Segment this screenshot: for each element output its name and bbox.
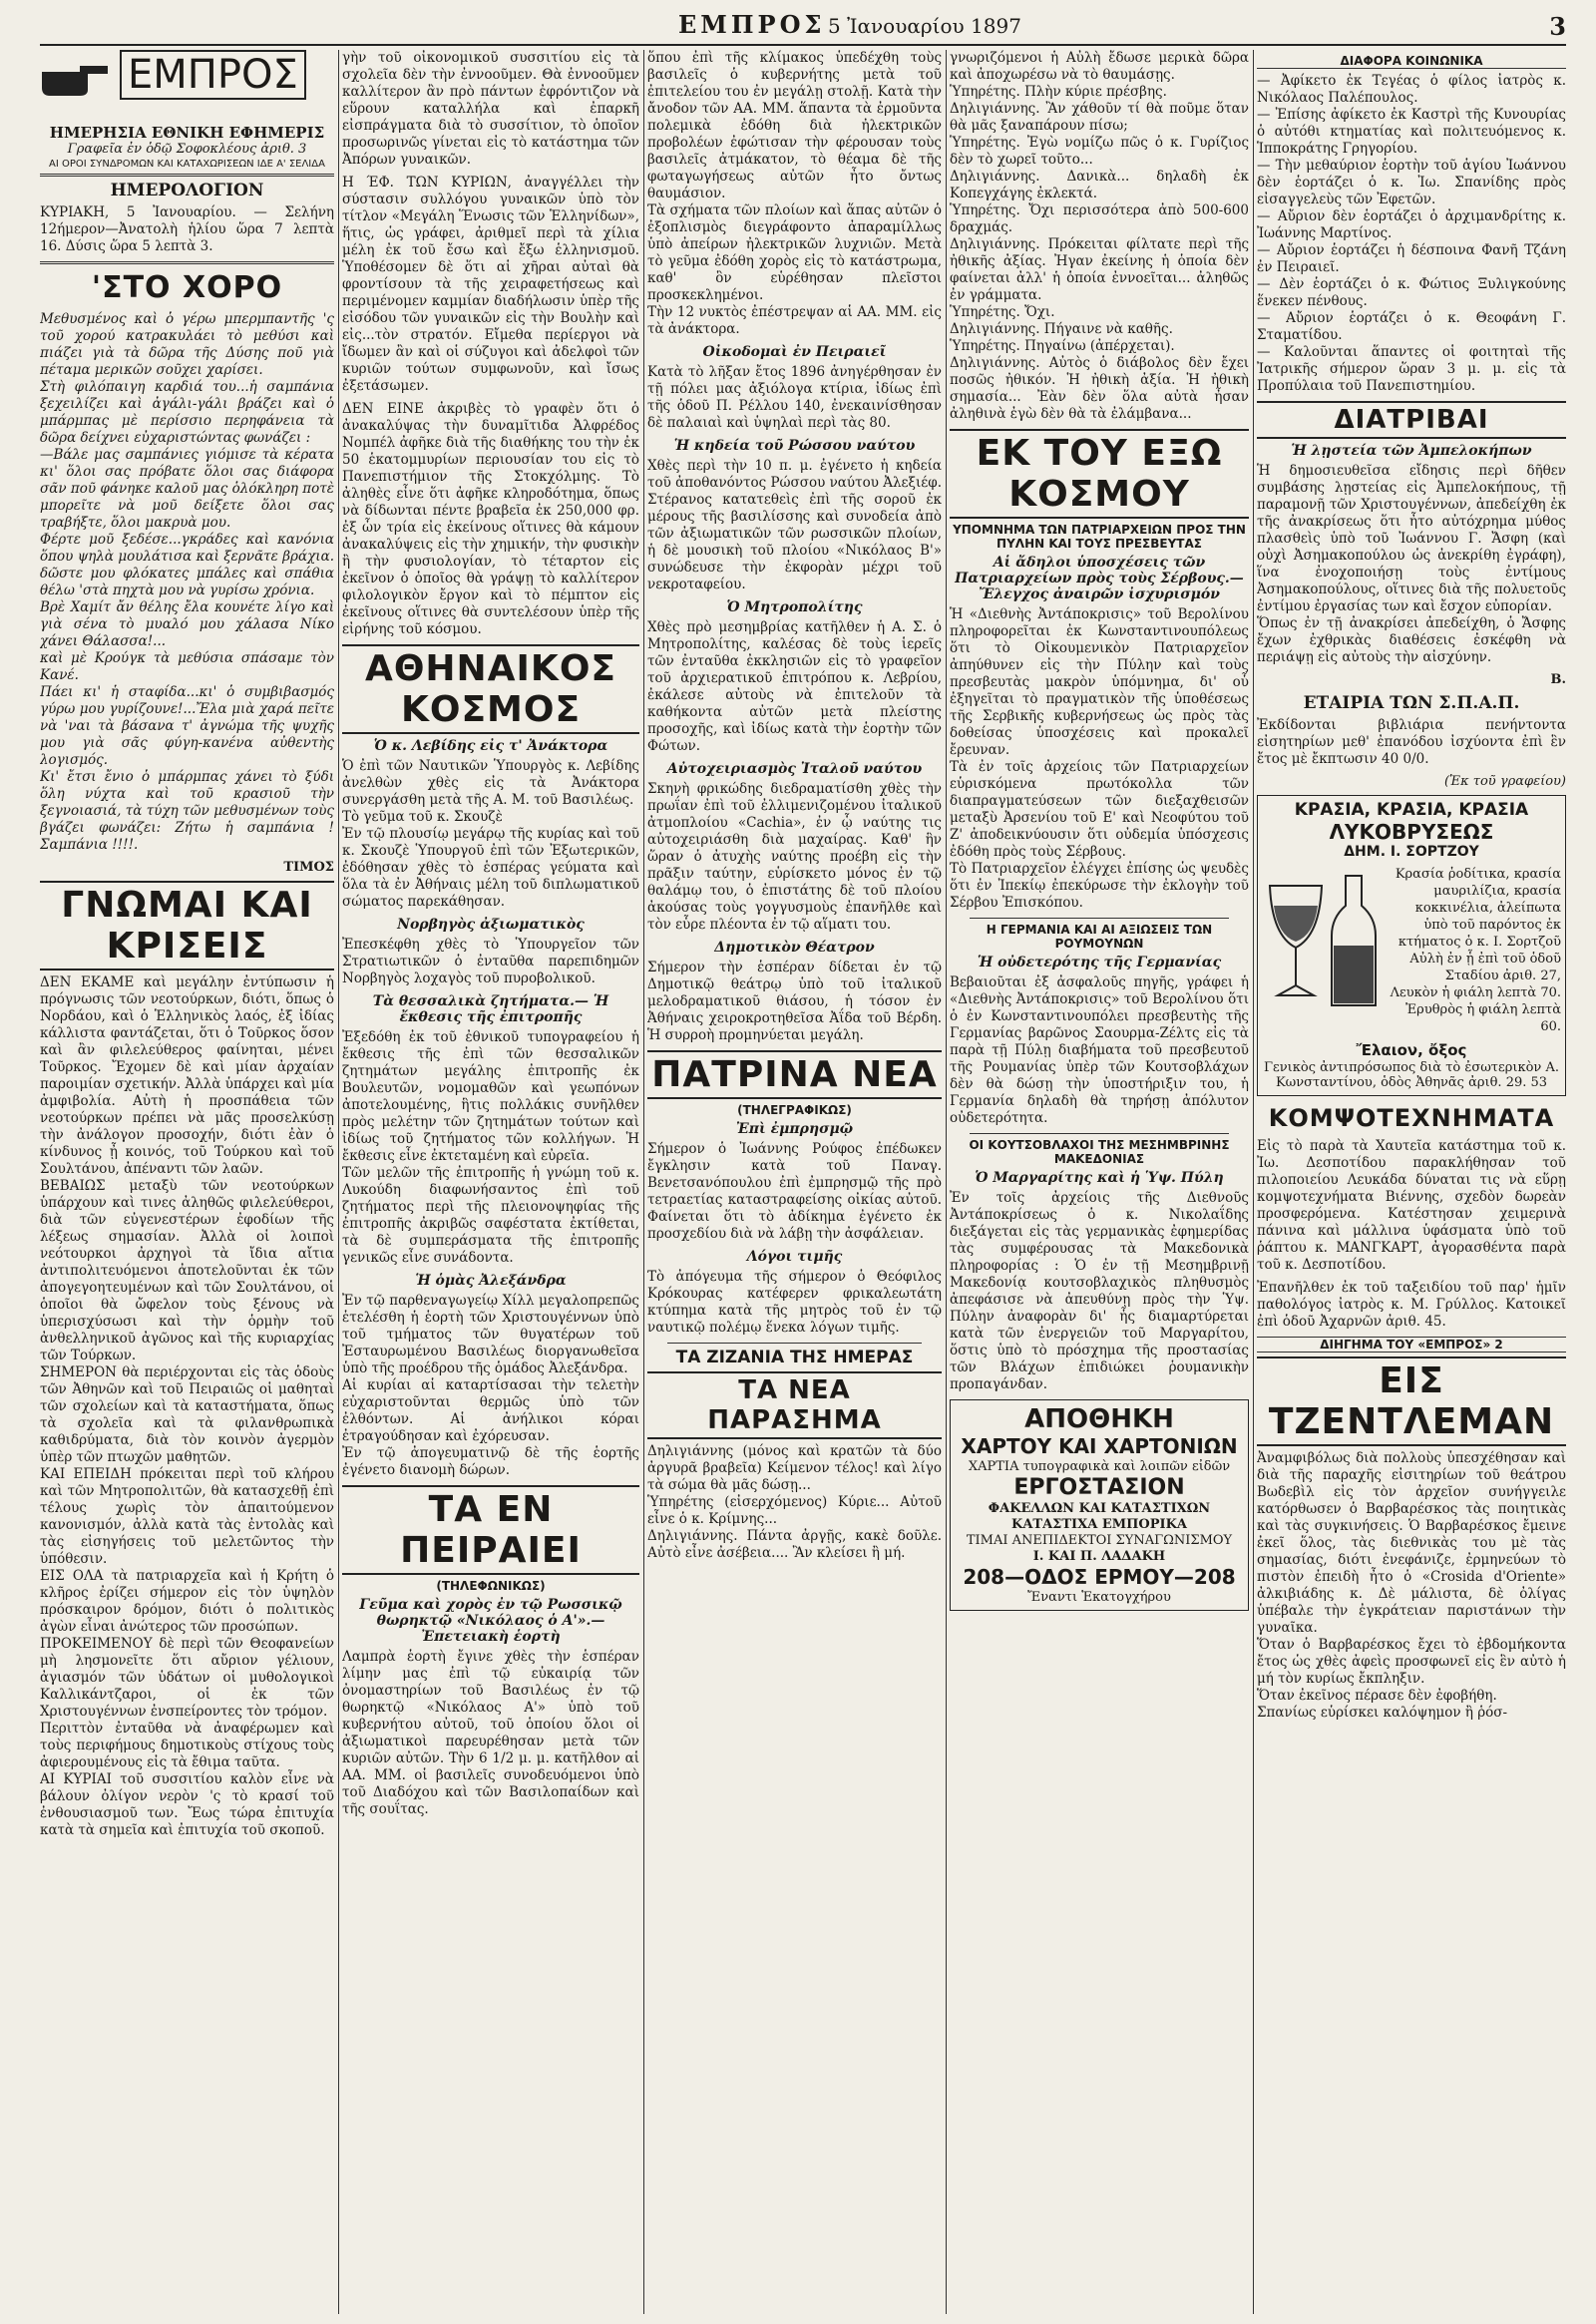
section-heading-abroad: ΕΚ ΤΟΥ ΕΞΩ ΚΟΣΜΟΥ	[950, 429, 1249, 519]
poem-text: Μεθυσμένος καὶ ὁ γέρω μπερμπαντῆς 'ς τοῦ χορού κατρακυλάει τὸ μεθύσι καὶ πιάζει γιὰ τὰ δῶρα τῆς Δύσης ποῦ γιὰ πέταμα μερικῶν σοῦχει χαρίσει. Στὴ φιλόπαιγη καρδιά του...ἡ σαμπάνια ξεχειλίζει καὶ ἀγάλι-γάλι βράζει καὶ ὁ μπάρμπας μὲ περίσσιο περηφάνεια τὰ δῶρα δείχνει εὐχαριστώντας φωνάζει : —Βάλε μας σαμπάνιες γιόμισε τὰ κέρατα κι' ὅλοι σας πρόβατε ὅλοι σας διάφορα σᾶν ποῦ φάνηκε καλοῦ μας ὁλόκληρη ποτὲ μπορεῖτε νὰ μοῦ δείξετε ὅλοι σας τραβήξτε, ὅλοι μακρυὰ μου. Φέρτε μοῦ ξεδέσε...γκράδες καὶ κανόνια ὅπου ψηλὰ μουλάτισα καὶ ξερνᾶτε βράχια. δῶστε μου φλόκατες μπάλες καὶ σπάθια θέλω 'στὰ πηχτὰ μου νὰ γυρίσω χρόνια. Βρὲ Χαμίτ ἄν θέλης ἔλα κουνέτε λίγο καὶ γιὰ σένα τὸ μυαλό μου χάλασα Νίκο χάνει Θάλασσα!... καὶ μὲ Κρούγκ τὰ μεθύσια σπάσαμε τὸν Κανέ. Πάει κι' ἡ σταφίδα...κι' ὁ συμβιβασμός γύρω μου γυρίζουνε!...Ἔλα μιὰ χαρά πεῖτε νὰ 'ναι τὰ βάσανα τ' ἀγνώμα τῆς ψυχῆς μου γιὰ σᾶς φύγη-κανένα αὐθεντὴς λογισμός. Κι' ἔτσι ἔνιο ὁ μπάρμπας χάνει τὸ ξύδι ὅλη νύχτα καὶ τοῦ κρασιοῦ τὴν ξεγνοιασιά, τὰ τύχη τῶν μεθυσμένων τοὺς βγάζει φωνάζει: Ζήτω ἡ σαμπάνια ! Σαμπάνια !!!!.	[40, 311, 334, 853]
ad-heading-accessories: ΚΟΜΨΟΤΕΧΝΗΜΑΤΑ	[1268, 1104, 1555, 1132]
article-heading-medals: ΤΑ ΝΕΑ ΠΑΡΑΣΗΜΑ	[647, 1371, 942, 1439]
article-subheading: Τὰ θεσσαλικὰ ζητήματα.— Ἡ ἔκθεσις τῆς ἐπιτροπῆς	[372, 993, 609, 1025]
article-text: Τὸ ἀπόγευμα τῆς σήμερον ὁ Θεόφιλος Κρόκουρας κατέφερεν φρικαλεωτάτη κτύπημα κατὰ τῆς μητρὸς τοῦ ἐν τῷ ναυτικῷ πολέμῳ ἕνεκα λόγων τιμῆς.	[647, 1269, 942, 1336]
subscription-note: ΑΙ ΟΡΟΙ ΣΥΝΔΡΟΜΩΝ ΚΑΙ ΚΑΤΑΧΩΡΙΣΕΩΝ ΙΔΕ Α' ΣΕΛΙΔΑ	[49, 159, 325, 170]
article-subheading: Λόγοι τιμῆς	[746, 1249, 843, 1265]
ad-text: Εἰς τὸ παρὰ τὰ Χαυτεῖα κατάστημα τοῦ κ. Ἰω. Δεσποτίδου παρακλήθησαν τοῦ πιλοποιείου Λευκάδα δύναται τις νὰ εὕρῃ κομψοτεχνήματα Βιέννης, σχεδὸν δωρεὰν προσφερόμενα. Κατέστησαν χειμερινὰ πάνινα καὶ μάλλινα ὑφάσματα ὑπὸ τοῦ ῥάπτου κ. ΜΑΝΓΚΑΡΤ, ἀγορασθέντα παρὰ τοῦ κ. Δεσποτίδου.	[1257, 1138, 1566, 1273]
ad-text: ΦΑΚΕΛΛΩΝ ΚΑΙ ΚΑΤΑΣΤΙΧΩΝ	[988, 1501, 1211, 1516]
section-heading-social: ΔΙΑΦΟΡΑ ΚΟΙΝΩΝΙΚΑ	[1257, 54, 1566, 69]
company-heading: ΕΤΑΙΡΙΑ ΤΩΝ Σ.Π.Α.Π.	[1303, 693, 1520, 713]
article-signature: Β.	[1550, 672, 1566, 687]
advertisement-wine	[1257, 795, 1566, 1096]
article-text: Ἡ δημοσιευθεῖσα εἴδησις περὶ δῆθεν συμβάσης λῃστείας εἰς Ἀμπελοκήπους, τῇ παραμονῇ τῶν Χριστουγέννων, ἀπεδείχθη ἐκ τῆς ἀνακρίσεως ὅτι ἦτο αὐτόχρημα μύθος πλασθεὶς ὑπὸ τοῦ Ἰωάννου Γ. Ἄσφη (καὶ οὐχὶ Ἀσημακοπούλου ὡς ἀνεκρίθη ἐγράφη), ἵνα ἐνοχοποιήσῃ τοὺς ἐντίμους Ἀσημακοπούλους, οἵτινες διὰ τῆς πολυετοῦς ἐντίμου ἐργασίας των καὶ ἔσχον εὐπορίαν. Ὅπως ἐν τῇ ἀνακρίσει ἀπεδείχθη, ὁ Ἄσφης ἔχων ἐχθρικὰς διαθέσεις ἐσκέφθη νὰ περιάψῃ εἰς αὐτοὺς τὴν αἰσχύνην.	[1257, 463, 1566, 665]
article-subheading: Ἡ οὐδετερότης τῆς Γερμανίας	[977, 955, 1222, 970]
article-text: Η ΈΦ. ΤΩΝ ΚΥΡΙΩΝ, ἀναγγέλλει τὴν σύστασιν συλλόγου γυναικῶν ὑπὸ τὸν τίτλον «Μεγάλη Ἕνωσις τῶν Ἑλληνίδων», ἥτις, ὡς γράφει, ἀριθμεῖ περὶ τὰ χίλια μέλη ἐκ τοῦ ἔσω καὶ ἔξω ἑλληνισμοῦ. Ὑποθέσομεν δὲ ὅτι αἱ χῆραι αὐταὶ θὰ φροντίσουν τὰ τῆς χειραφετήσεως καὶ περιμένομεν καμμίαν διαδήλωσιν ὑπὲρ τῆς εἰσόδου τῶν γυναικῶν εἰς τὴν Βουλὴν καὶ εἰς...τὸν στρατόν. Εἴμεθα περίεργοι νὰ ἴδωμεν ἂν καὶ οἱ σύζυγοι καὶ ἀδελφοὶ τῶν κυριῶν τούτων συμφωνοῦν, καὶ ἴσως ἐξετάσωμεν.	[342, 175, 639, 394]
page-number: 3	[1549, 12, 1566, 41]
article-text: Χθὲς περὶ τὴν 10 π. μ. ἐγένετο ἡ κηδεία τοῦ ἀποθανόντος Ρώσσου ναύτου Ἀλεξιέφ. Στέρανος κατατεθεὶς ἐπὶ τῆς σοροῦ ἐκ μέρους τῆς βασιλίσσης καὶ συνοδεία ἀπὸ τῶν ἀξιωματικῶν τῶν ρωσσικῶν πλοίων, ἡ δὲ μουσικὴ τοῦ πλοίου «Νικόλαος Β'» συνώδευσε τὴν ἐκφορὰν μέχρι τοῦ νεκροταφείου.	[647, 458, 942, 592]
article-subheading: Δημοτικὸν Θέατρον	[714, 940, 875, 956]
ad-title: ΔΗΜ. Ι. ΣΟΡΤΖΟΥ	[1344, 844, 1479, 860]
article-text: γνωριζόμενοι ἡ Αὐλὴ ἔδωσε μερικὰ δῶρα καὶ ἀποχωρέσω νὰ τὸ θαυμάσῃς. Ὑπηρέτης. Πλὴν κύριε πρέσβης. Δηλιγιάννης. Ἂν χάθοῦν τί θὰ ποῦμε ὅταν θὰ μᾶς ξαναπάρουν πίσω; Ὑπηρέτης. Ἐγὼ νομίζω πῶς ὁ κ. Γυρίζιος δὲν τὸ χωρεῖ τοῦτο... Δηλιγιάννης. Δανικὰ... δηλαδὴ ἐκ Κοπεγχάγης ἐκλεκτά. Ὑπηρέτης. Ὄχι περισσότερα ἀπὸ 500-600 δραχμάς. Δηλιγιάννης. Πρόκειται φίλτατε περὶ τῆς ἠθικῆς ἀξίας. Ἠγαν ἐκείνης ἡ ὁποία δὲν φαίνεται ἀλλ' ἡ ὁποία ἐννοεῖται... ἀληθῶς ἐν γράμματα. Ὑπηρέτης. Ὄχι. Δηλιγιάννης. Πήγαινε νὰ καθῆς. Ὑπηρέτης. Πηγαίνω (ἀπέρχεται). Δηλιγιάννης. Αὐτὸς ὁ διάβολος δὲν ἔχει ποσῶς ἠθικόν. Ἡ ἠθικὴ ἀξία. Ἡ ἠθικὴ σημασία... Ἐὰν δὲν ὅλα αὐτὰ ἦσαν ἀληθινὰ ἐγὼ δὲν θὰ τὰ ἐλάμβανα...	[950, 50, 1249, 422]
column-divider	[946, 50, 947, 2314]
masthead-logo	[40, 50, 334, 120]
company-source: (Ἐκ τοῦ γραφείου)	[1443, 774, 1566, 789]
article-text: Σκηνὴ φρικώδης διεδραματίσθη χθὲς τὴν πρωΐαν ἐπὶ τοῦ ἐλλιμενιζομένου ἰταλικοῦ ἀτμοπλοίου «Cachia», ἐν ᾧ ναύτης τις αὐτοχειριάσθη διὰ μαχαίρας. Καθ' ἣν ὥραν ὁ ἀτυχὴς ναύτης προέβη εἰς τὴν πρᾶξιν ταύτην, εὑρίσκετο μόνος ἐν τῷ θαλάμῳ του, ὁ ἐπιστάτης δὲ τοῦ πλοίου ἀκούσας τοὺς γογγυσμοὺς ἐπανῆλθε καὶ τὸν εὗρε πλέοντα ἐν τῷ αἵματι του.	[647, 781, 942, 933]
column-1	[40, 50, 334, 2314]
article-text: Ἡ «Διεθνὴς Ἀντάποκρισις» τοῦ Βερολίνου πληροφορεῖται ἐκ Κωνσταντινουπόλεως ὅτι τὸ Οἰκουμενικὸν Πατριαρχεῖον ἀπηύθυνεν εἰς τὴν Πύλην καὶ τοὺς πρεσβευτὰς μακρὸν ὑπόμνημα, δι' οὗ ἐξηγεῖται τὸ πραγματικὸν τῆς ὑποθέσεως τῆς Σερβικῆς κυβερνήσεως ὡς πρὸς τὰς δοθείσας ὑποσχέσεις καὶ προκαλεῖ ἔρευναν. Τὰ ἐν τοῖς ἀρχείοις τῶν Πατριαρχείων εὑρισκόμενα πρωτόκολλα τῶν διαπραγματεύσεων τῶν διεξαχθεισῶν μεταξὺ Ἀρσενίου τοῦ Ε' καὶ Νεοφύτου τοῦ Ζ' ἀποδεικνύουσιν ὅτι οὐδεμία ὑπόσχεσις ἐδόθη πρὸς τοὺς Σέρβους. Τὸ Πατριαρχεῖον ἐλέγχει ἐπίσης ὡς ψευδὲς ὅτι ἐν Ἰπεκίῳ ἐπεκύρωσε τὴν ἐκλογὴν τοῦ Σέρβου Ἐπισκόπου.	[950, 606, 1249, 911]
article-subheading: Ὁ κ. Λεβίδης εἰς τ' Ἀνάκτορα	[373, 738, 608, 754]
ad-title: ΛΥΚΟΒΡΥΣΕΩΣ	[1329, 820, 1494, 844]
divider	[40, 261, 334, 264]
ad-text: ΧΑΡΤΙΑ τυπογραφικὰ καὶ λοιπῶν εἰδῶν	[968, 1459, 1231, 1474]
notice-text: Ἐπανῆλθεν ἐκ τοῦ ταξειδίου τοῦ παρ' ἡμῖν παθολόγος ἰατρὸς κ. Μ. Γρύλλος. Κατοικεῖ ἐπὶ ὁδοῦ Ἀχαρνῶν ἀριθ. 45.	[1257, 1280, 1566, 1330]
article-subheading: Ἡ λῃστεία τῶν Ἀμπελοκήπων	[1291, 443, 1532, 459]
section-subheading: (ΤΗΛΕΦΩΝΙΚΩΣ)	[436, 1579, 546, 1593]
poem-title: 'ΣΤΟ ΧΟΡΟ	[91, 270, 283, 305]
ad-title: ΚΡΑΣΙΑ, ΚΡΑΣΙΑ, ΚΡΑΣΙΑ	[1294, 800, 1529, 820]
ad-text: Ι. ΚΑΙ Π. ΛΑΔΑΚΗ	[1032, 1549, 1166, 1564]
article-subheading: Αὐτοχειριασμὸς Ἰταλοῦ ναύτου	[666, 761, 923, 777]
article-heading: ΟΙ ΚΟΥΤΣΟΒΛΑΧΟΙ ΤΗΣ ΜΕΣΗΜΒΡΙΝΗΣ ΜΑΚΕΔΟΝΙΑΣ	[969, 1138, 1230, 1166]
ad-title: Ἔλαιον, ὄξος	[1356, 1041, 1467, 1059]
article-subheading: Ἡ ὁμὰς Ἀλεξάνδρα	[415, 1273, 567, 1289]
social-text: — Ἀφίκετο ἐκ Τεγέας ὁ φίλος ἰατρὸς κ. Νικόλαος Παλέπουλος. — Ἐπίσης ἀφίκετο ἐκ Καστρὶ τῆς Κυνουρίας ὁ αὐτόθι κτηματίας καὶ πολιτευόμενος κ. Ἱπποκράτης Γρηγορίου. — Τὴν μεθαύριον ἑορτὴν τοῦ ἁγίου Ἰωάννου δὲν ἑορτάζει ὁ κ. Ἰω. Σπανίδης πρὸς εἰσαγγελεὺς τῶν Ἐφετῶν. — Αὔριον δὲν ἑορτάζει ὁ ἀρχιμανδρίτης κ. Ἰωάννης Μαρτίνος. — Αὔριον ἑορτάζει ἡ δέσποινα Φανῆ Τζάνη ἐν Πειραιεῖ. — Δὲν ἑορτάζει ὁ κ. Φώτιος Ξυλιγκούνης ἕνεκεν πένθους. — Αὔριον ἑορτάζει ὁ κ. Θεοφάνη Γ. Σταματίδου. — Καλοῦνται ἅπαντες οἱ φοιτηταὶ τῆς Ἰατρικῆς σήμερον ὥραν 3 μ. μ. εἰς τὰ Προπύλαια τοῦ Πανεπιστημίου.	[1257, 73, 1566, 394]
paper-subtitle: ΗΜΕΡΗΣΙΑ ΕΘΝΙΚΗ ΕΦΗΜΕΡΙΣ	[49, 124, 325, 142]
article-subheading: Ὁ Μητροπολίτης	[726, 599, 863, 615]
ad-title: ΑΠΟΘΗΚΗ	[1024, 1404, 1174, 1434]
article-text: γὴν τοῦ οἰκονομικοῦ συσσιτίου εἰς τὰ σχολεῖα δὲν τὴν ἐννοοῦμεν. Θὰ ἐννοοῦμεν καλλίτερον ἂν πρὸ πάντων ἐφρόντιζον νὰ εὕρουν καταλλήλα καὶ ἐπαρκῆ εἰσπράγματα διὰ τὸ συσσίτιον, τὸ ὁποῖον προσωρινῶς γίνεται εἰς τὸ κατάστημα τῶν Ἀπόρων γυναικῶν.	[342, 50, 639, 168]
section-heading-patras: ΠΑΤΡΙΝΑ ΝΕΑ	[647, 1050, 942, 1099]
section-heading-diatrivai: ΔΙΑΤΡΙΒΑΙ	[1257, 401, 1566, 439]
article-text: Ἐν τοῖς ἀρχείοις τῆς Διεθνοῦς Ἀντάποκρίσεως ὁ κ. Νικολαΐδης διεξάγεται εἰς τὰς γερμανικὰς ἐφημερίδας τὰς συμφέρουσας τὰ Μακεδονικὰ πληροφορίας : Ὁ ἐν τῇ Μεσημβρινῇ Μακεδονίᾳ κουτσοβλαχικὸς πληθυσμὸς ἀπεφάσισε νὰ ἀπευθύνῃ πρὸς τὴν Ὑψ. Πύλην ἀναφορὰν δι' ἧς διαμαρτύρεται κατὰ τῶν ἐνεργειῶν τοῦ Μαργαρίτου, ὅστις ὑπὸ τὸ πρόσχημα τῆς προστασίας τῶν Βλάχων ἐπιδιώκει ῥουμανικὴν προπαγάνδαν.	[950, 1190, 1249, 1392]
section-heading-athens: ΑΘΗΝΑΙΚΟΣ ΚΟΣΜΟΣ	[342, 644, 639, 734]
serial-text: Ἀναμφιβόλως διὰ πολλοὺς ὑπεσχέθησαν καὶ διὰ τῆς παραχῆς εἰσιτηρίων τοῦ θεάτρου Βωδεβὶλ εἰς τὸν ἀρχεῖον συνήγγειλε κατόρθωσεν ὁ Βαρβαρέσκος τὰς ποιητικὰς καὶ τὰς συγκινήσεις. Ὁ Βαρβαρέσκος ἔμεινε ἐκεῖ ὅλος, τὰς διεθνικὰς του μὲ τὰς σημασίας, διότι ἐνεφάνιζε, ἐρμηνεύων τὸ πιστὸν ἐπειδὴ ἦτο ὁ «Crosida d'Oriente» ἀλκιβιάδης κ. Δὲ μάλιστα, δὲ ὀλίγας ὑπέβαλε τὴν ἐγκράτειαν παριστάνων τὴν γυναῖκα. Ὅταν ὁ Βαρβαρέσκος ἔχει τὸ ἐβδομήκοντα ἔτος ὡς χθὲς ἀφεὶς προσφωνεῖ εἰς ἓν αὐτὸ ἡ μή τὸν κυρίως ἔκπληξιν. Ὅταν ἐκεῖνος πέρασε δὲν ἐφοβήθη. Σπανίως εὑρίσκει καλόψημον ἢ ῥόσ-	[1257, 1450, 1566, 1721]
article-text: Ἐν τῷ παρθεναγωγείῳ Χίλλ μεγαλοπρεπῶς ἑτελέσθη ἡ ἑορτὴ τῶν Χριστουγέννων ὑπὸ τοῦ τμήματος τῶν θυγατέρων τοῦ Ἐσταυρωμένου Βασιλέως διοργανωθεῖσα ὑπὸ τῆς προέδρου τῆς ὁμάδος Ἀλεξάνδρα. Αἱ κυρίαι αἱ καταρτίσασαι τὴν τελετὴν εὐχαριστοῦνται θερμῶς ὑπὸ τῶν ἐλθόντων. Αἱ ἀνήλικοι κόραι ἐτραγούδησαν καὶ ἐχόρευσαν. Ἐν τῷ ἀπογευματινῷ δὲ τῆς ἑορτῆς ἐγένετο διανομὴ δώρων.	[342, 1293, 639, 1478]
ad-title: ΧΑΡΤΟΥ ΚΑΙ ΧΑΡΤΟΝΙΩΝ	[961, 1434, 1238, 1458]
section-subheading: (ΤΗΛΕΓΡΑΦΙΚΩΣ)	[737, 1103, 852, 1117]
ad-text: Γενικὸς ἀντιπρόσωπος διὰ τὸ ἐσωτερικὸν Α. Κωνσταντίνου, ὁδὸς Ἀθηνᾶς ἀριθ. 29. 53	[1264, 1060, 1559, 1090]
serial-title: ΕΙΣ ΤΖΕΝΤΛΕΜΑΝ	[1257, 1356, 1566, 1446]
article-text: Χθὲς πρὸ μεσημβρίας κατῆλθεν ἡ Α. Σ. ὁ Μητροπολίτης, καλέσας δὲ τοὺς ἱερεῖς τῶν ἐνταῦθα ἐκκλησιῶν εἰς τὸ γραφεῖον τοῦ ἀρχιερατικοῦ ἐπιτρόπου κ. Λεβρίου, ἐκάλεσε αὐτοὺς νὰ ἐπιτελοῦν τὰ καθήκοντα αὐτῶν μετὰ πλείστης προσοχῆς, καὶ ἰδίως κατὰ τὴν ἑορτὴν τῶν Φώτων.	[647, 619, 942, 754]
article-heading: Η ΓΕΡΜΑΝΙΑ ΚΑΙ ΑΙ ΑΞΙΩΣΕΙΣ ΤΩΝ ΡΟΥΜΟΥΝΩΝ	[986, 923, 1213, 951]
article-text: Λαμπρὰ ἑορτὴ ἔγινε χθὲς τὴν ἑσπέραν λίμην μας ἐπὶ τῷ εὐκαιρίᾳ τῶν ὀνομαστηρίων τοῦ Βασιλέως ἐν τῷ θωρηκτῷ «Νικόλαος Α'» ὑπὸ τοῦ κυβερνήτου αὐτοῦ, τοῦ ὁποίου ὅλοι οἱ ἀξιωματικοὶ παρευρέθησαν μετὰ τῶν κυριῶν αὐτῶν. Τὴν 6 1/2 μ. μ. κατῆλθον αἱ ΑΑ. ΜΜ. οἱ βασιλεῖς συνοδευόμενοι ὑπὸ τοῦ Διαδόχου καὶ τῶν Βασιλοπαίδων καὶ τῆς σουΐτας.	[342, 1649, 639, 1817]
column-divider	[338, 50, 339, 2314]
almanac-text: ΚΥΡΙΑΚΗ, 5 Ἰανουαρίου. — Σελήνη 12ήμερον—Ἀνατολὴ ἡλίου ὥρα 7 λεπτὰ 16. Δύσις ὥρα 5 λεπτὰ 3.	[40, 204, 334, 254]
article-subheading: Οἰκοδομαὶ ἐν Πειραιεῖ	[702, 344, 887, 360]
article-text: Βεβαιοῦται ἐξ ἀσφαλοῦς πηγῆς, γράφει ἡ «Διεθνὴς Ἀντάποκρισις» τοῦ Βερολίνου ὅτι ὁ ἐν Κωνσταντινουπόλει πρεσβευτὴς τῆς Γερμανίας βαρῶνος Σαουρμα-Ζέλτς εἰς τὰ παρὰ τῇ Πύλῃ διαβήματα τοῦ πρεσβευτοῦ τῆς Ρουμανίας ὑπὲρ τῶν Κουτσοβλάχων δὲν θὰ δώσῃ τὴν ὑποστήριξιν του, ἡ Γερμανία δηλαδὴ θὰ τηρήσῃ ἀπόλυτον οὐδετερότητα.	[950, 974, 1249, 1126]
article-subheading: Νορβηγὸς ἀξιωματικὸς	[397, 917, 585, 933]
header-paper-name: ΕΜΠΡΟΣ	[678, 10, 826, 39]
article-subheading: Ὁ Μαργαρίτης καὶ ἡ Ὑψ. Πύλη	[975, 1170, 1224, 1186]
article-subheading: Ἐπὶ ἐμπρησμῷ	[735, 1121, 854, 1137]
column-4	[950, 50, 1249, 2314]
wine-glass-and-bottle-icon	[1262, 866, 1382, 1015]
article-text: Ἐπεσκέφθη χθὲς τὸ Ὑπουργεῖον τῶν Στρατιωτικῶν ὁ ἐνταῦθα παρεπιδημῶν Νορβηγὸς λοχαγὸς τοῦ πυροβολικοῦ.	[342, 937, 639, 986]
office-address: Γραφεῖα ἐν ὁδῷ Σοφοκλέους ἀριθ. 3	[67, 142, 307, 157]
ad-title: ΕΡΓΟΣΤΑΣΙΟΝ	[1013, 1475, 1185, 1500]
poem-signature: ΤΙΜΟΣ	[283, 860, 334, 875]
ad-text: ΤΙΜΑΙ ΑΝΕΠΙΔΕΚΤΟΙ ΣΥΝΑΓΩΝΙΣΜΟΥ	[966, 1533, 1233, 1548]
page-header	[40, 10, 1566, 40]
ad-text: Κρασία ῥοδίτικα, κρασία μαυριλίζια, κρασία κοκκινέλια, ἀλείπωτα ὑπὸ τοῦ παρόντος ἐκ κτήματος ὁ κ. Ι. Σορτζοῦ Αὐλὴ ἐν ᾗ ἐπὶ τοῦ ὁδοῦ Σταδίου ἀριθ. 27, Λευκὸν ἡ φιάλη λεπτὰ 70. Ἐρυθρὸς ἡ φιάλη λεπτὰ 60.	[1390, 867, 1561, 1034]
article-subheading: Ἡ κηδεία τοῦ Ρώσσου ναύτου	[673, 438, 916, 454]
company-text: Ἐκδίδονται βιβλιάρια πενήντοντα εἰσητηρίων μεθ' ἐπανόδου ἰσχύοντα ἐπὶ ἓν ἔτος μὲ ἔκπτωσιν 40 0/0.	[1257, 717, 1566, 767]
column-5	[1257, 50, 1566, 2314]
header-rule	[40, 44, 1566, 46]
opinions-text: ΔΕΝ ΕΚΑΜΕ καὶ μεγάλην ἐντύπωσιν ἡ πρόγνωσις τῶν νεοτούρκων, διότι, ὅπως ὁ Νορδάου, καὶ ὁ Ἑλληνικὸς λαός, ἐξ ἰδίας κάλλιστα φαντάζεται, ὅτι ὁ Τοῦρκος ὅσον καὶ ἂν φιλελεύθερος φαίνηται, μένει Τοῦρκος. Ἔχομεν δὲ καὶ μίαν ἀρχαίαν παροιμίαν σχετικήν. Ἀλλὰ ὑπάρχει καὶ μία ἀμφιβολία. Αὐτὴ ἡ προσπάθεια τῶν νεοτούρκων πρέπει νὰ μᾶς προσελκύσῃ τὴν ἀνάλογον προσοχήν, διότι ἐὰν ὁ κίνδυνος ᾖ κοινός, τοῦ Τούρκου καὶ τοῦ Σουλτάνου, ἀπέναντι τῶν λαῶν. ΒΕΒΑΙΩΣ μεταξὺ τῶν νεοτούρκων ὑπάρχουν καὶ τινες ἀληθῶς φιλελεύθεροι, διὰ τῶν εὐγενεστέρων ἐφοδίων τῆς λέξεως σημασίαν. Ἀλλὰ οἱ λοιποὶ νεότουρκοι ἀρχηγοὶ τὰ ἴδια αἴτια ἀντιπολιτευόμενοι ἀποτελοῦνται ἐκ τῶν ἀπογεγοητευμένων καὶ τῶν Σουλτάνου, οἱ ὁποῖοι θὰ ὤφελον τοὺς ξένους νὰ ὑπερισχύσωσι καὶ τὴν ὁρμὴν τοῦ ἀνθελληνικοῦ ἀγῶνος καὶ τῆς κυριαρχίας τῶν Τούρκων. ΣΗΜΕΡΟΝ θὰ περιέρχονται εἰς τὰς ὁδοὺς τῶν Ἀθηνῶν καὶ τοῦ Πειραιῶς οἱ μαθηταὶ τῶν σχολείων καὶ τὰ καταστήματα, ὅπως τὰ σχολεῖα καὶ τὰ φιλανθρωπικὰ καθιδρύματα, διὰ τὸν κοινὸν ἀγερμὸν ὑπὲρ τῶν πτωχῶν μαθητῶν. ΚΑΙ ΕΠΕΙΔΗ πρόκειται περὶ τοῦ κλήρου καὶ τῶν Μητροπολιτῶν, θὰ κατασχεθῇ ἐπὶ τέλους χωρὶς τὸν ἀπαιτούμενον κανονισμόν, ἀλλὰ κατὰ τὰς ἐντολὰς καὶ τὰς εἰσηγήσεις τοῦ μελετῶντος τὴν ὑπόθεσιν. ΕΙΣ ΟΛΑ τὰ πατριαρχεῖα καὶ ἡ Κρήτη ὁ κλῆρος ἐρίζει σήμερον εἰς τὸν ὑψηλὸν πρόσκαιρον δρόμον, διότι ὁ πολιτικὸς ἀγὼν εἶναι ἀνώτερος τῶν προσώπων. ΠΡΟΚΕΙΜΕΝΟΥ δὲ περὶ τῶν Θεοφανείων μὴ λησμονεῖτε ὅτι αὔριον γέλιουν, ἀγιασμόν τῶν ὑδάτων οἱ μυθολογικοὶ Καλλικάντζαροι, οἱ ἐκ τῶν Χριστουγέννων ἐνσπείροντες τὸν τρόμον. Περιττὸν ἐνταῦθα νὰ ἀναφέρωμεν καὶ τοὺς περιφήμους δημοτικοὺς στίχους τοὺς ἀφιερουμένους εἰς τὰ ἔθιμα ταῦτα. ΑΙ ΚΥΡΙΑΙ τοῦ συσσιτίου καλὸν εἶνε νὰ βάλουν ὀλίγον νερὸν 'ς τὸ κρασί τοῦ ἐνθουσιασμοῦ των. Ἔως τώρα ἐπιτυχία κατὰ τὰ σημεῖα καὶ ἐπιτυχία τοῦ σκοποῦ.	[40, 974, 334, 1838]
logo-text: ΕΜΠΡΟΣ	[120, 50, 306, 100]
article-text: ὅπου ἐπὶ τῆς κλίμακος ὑπεδέχθη τοὺς βασιλεῖς ὁ κυβερνήτης μετὰ τοῦ ἐπιτελείου του ἐν μεγάλῃ στολῇ. Κατὰ τὴν ἄνοδον τῶν ΑΑ. ΜΜ. ἅπαντα τὰ ἐρμοῦντα πολεμικὰ ἐδόθη διὰ ἠλεκτρικῶν προβολέων ἐφώτισαν τὴν φέρουσαν τοὺς βασιλεῖς ἀτμάκατον, τὸ θέαμα δὲ τῆς φωταγωγήσεως αὐτῶν ἦτο ὄντως θαυμάσιον. Τὰ σχήματα τῶν πλοίων καὶ ἅπας αὐτῶν ὁ ἐξοπλισμὸς διεγράφοντο ἀπαραμίλλως ὑπὸ ἀπείρων ἠλεκτρικῶν λυχνιῶν. Μετὰ τὸ γεῦμα ἐδόθη χορὸς εἰς τὸ κατάστρωμα, καθ' ὃν εὑρέθησαν πλεῖστοι προσκεκλημένοι. Τὴν 12 νυκτὸς ἐπέστρεψαν αἱ ΑΑ. ΜΜ. εἰς τὰ ἀνάκτορα.	[647, 50, 942, 337]
column-2	[342, 50, 639, 2314]
article-text: Σήμερον ὁ Ἰωάννης Ρούφος ἐπέδωκεν ἔγκλησιν κατὰ τοῦ Παναγ. Βενετσανόπουλου ἐπὶ ἐμπρησμῷ τῆς πρὸ τετραετίας καταστραφείσης οἰκίας αὐτοῦ. Φαίνεται ὅτι τὸ ἀδίκημα ἐγένετο ἐκ προσχεδίου διὰ νὰ λάβῃ τὴν ἀσφάλειαν.	[647, 1141, 942, 1242]
article-text: Κατὰ τὸ λῆξαν ἔτος 1896 ἀνηγέρθησαν ἐν τῇ πόλει μας ἀξιόλογα κτίρια, ἰδίως ἐπὶ τῆς ὁδοῦ Π. Ρέλλου 140, ἐνεκαινίσθησαν δὲ παλαιαὶ καὶ ὑψηλαὶ περὶ τὰς 80.	[647, 364, 942, 431]
divider	[970, 1133, 1229, 1134]
ad-address: 208—ΟΔΟΣ ΕΡΜΟΥ—208	[963, 1565, 1236, 1589]
divider	[667, 1343, 922, 1344]
article-text: ΔΕΝ ΕΙΝΕ ἀκριβὲς τὸ γραφὲν ὅτι ὁ ἀνακαλύψας τὴν δυναμῖτιδα Ἀλφρέδος Νομπέλ ἀφῆκε διὰ τῆς διαθήκης του τὴν ἐκ 50 ἑκατομμυρίων περιουσίαν του εἰς τὸ Πανεπιστήμιον τῆς Στοκχόλμης. Τὸ ἀληθὲς εἶνε ὅτι ἀφῆκε κληροδότημα, ὅπως νὰ δίδωνται πέντε βραβεῖα ἐκ 250,000 φρ. ἐξ ὧν τρία εἰς ἐκείνους οἵτινες θὰ κάμουν ἀνακαλύψεις εἰς τὴν χημικήν, τὴν φυσικὴν ἢ τὴν φυσιολογίαν, τὸ τέταρτον εἰς ἐκεῖνον ὁ ὁποῖος θὰ γράψῃ τὸ καλλίτερον φιλολογικὸν ἔργον καὶ τὸ πέμπτον εἰς ἐκεῖνους οἵτινες θὰ συντελέσουν ὑπὲρ τῆς εἰρήνης τοῦ κόσμου.	[342, 401, 639, 637]
serial-heading: ΔΙΗΓΗΜΑ ΤΟΥ «ΕΜΠΡΟΣ» 2	[1257, 1337, 1566, 1353]
article-text: Ἐξεδόθη ἐκ τοῦ ἐθνικοῦ τυπογραφείου ἡ ἔκθεσις τῆς ἐπὶ τῶν θεσσαλικῶν ζητημάτων μεγάλης ἐπιτροπῆς ἐκ Βουλευτῶν, νομομαθῶν καὶ γεωπόνων ἀποτελουμένης, ἣτις πολλάκις συνῆλθεν πρὸς μελέτην τῶν ζητημάτων τούτων καὶ ἰδίως τοῦ ζητήματος τῶν κολλήγων. Ἡ ἔκθεσις εἶνε ἐκτεταμένη καὶ εὐρεῖα. Τῶν μελῶν τῆς ἐπιτροπῆς ἡ γνώμη τοῦ κ. Λυκούδη διαφωνήσαντος ἐπὶ τοῦ ζητήματος περὶ τῆς πλειονοψηφίας τῆς ἐπιτροπῆς ἀκριβῶς σαφέστατα ἐκτίθεται, τὰ δὲ συμπεράσματα τῆς ἐπιτροπῆς γενικῶς εἶνε συνάδοντα.	[342, 1029, 639, 1266]
pointing-hand-icon	[40, 58, 110, 98]
article-heading: ΥΠΟΜΝΗΜΑ ΤΩΝ ΠΑΤΡΙΑΡΧΕΙΩΝ ΠΡΟΣ ΤΗΝ ΠΥΛΗΝ ΚΑΙ ΤΟΥΣ ΠΡΕΣΒΕΥΤΑΣ	[953, 523, 1246, 551]
ad-text: Ἔναντι Ἑκατογχήρου	[1027, 1590, 1171, 1605]
section-heading-piraeus: ΤΑ ΕΝ ΠΕΙΡΑΙΕΙ	[342, 1485, 639, 1575]
article-text: Σήμερον τὴν ἑσπέραν δίδεται ἐν τῷ Δημοτικῷ θεάτρῳ ὑπὸ τοῦ ἰταλικοῦ μελοδραματικοῦ θιάσου, ἡ τόσον ἐν Ἀθήναις χειροκροτηθεῖσα Ἀΐδα τοῦ Βέρδη. Ἡ συρροὴ προμηνύεται μεγάλη.	[647, 960, 942, 1043]
article-subheading: Αἱ ἄδηλοι ὑποσχέσεις τῶν Πατριαρχείων πρὸς τοὺς Σέρβους.—Ἔλεγχος ἀναιρῶν ἰσχυρισμόν	[955, 555, 1244, 602]
section-heading-opinions: ΓΝΩΜΑΙ ΚΑΙ ΚΡΙΣΕΙΣ	[40, 881, 334, 970]
column-3	[647, 50, 942, 2314]
advertisement-paper-store	[950, 1399, 1249, 1611]
header-date: 5 Ἰανουαρίου 1897	[828, 14, 1021, 38]
divider	[40, 174, 334, 177]
ad-text: ΚΑΤΑΣΤΙΧΑ ΕΜΠΟΡΙΚΑ	[1011, 1517, 1187, 1532]
almanac-heading: ΗΜΕΡΟΛΟΓΙΟΝ	[110, 181, 264, 200]
article-text: Ὁ ἐπὶ τῶν Ναυτικῶν Ὑπουργὸς κ. Λεβίδης ἀνελθὼν χθὲς εἰς τὰ Ἀνάκτορα συνεργάσθη μετὰ τῆς Α. Μ. τοῦ Βασιλέως. Τὸ γεῦμα τοῦ κ. Σκουζὲ Ἐν τῷ πλουσίῳ μεγάρῳ τῆς κυρίας καὶ τοῦ κ. Σκουζὲ Ὑπουργοῦ ἐπὶ τῶν Ἐξωτερικῶν, ἐδόθησαν χθὲς τὸ ἑσπέρας γεύματα καὶ ὅλα τὰ ἐν Ἀθήναις μέλη τοῦ διπλωματικοῦ σώματος παρεκάθησαν.	[342, 758, 639, 910]
article-subheading: Γεῦμα καὶ χορὸς ἐν τῷ Ρωσσικῷ θωρηκτῷ «Νικόλαος ὁ Α'».— Ἐπετειακὴ ἑορτὴ	[359, 1597, 622, 1645]
column-divider	[643, 50, 644, 2314]
article-text: Δηλιγιάννης (μόνος καὶ κρατῶν τὰ δύο ἀργυρᾶ βραβεῖα) Κείμενον τέλος! καὶ λίγο τὰ σώμα θὰ μᾶς δώσῃ... Ὑπηρέτης (εἰσερχόμενος) Κύριε... Αὐτοῦ εἶνε ὁ κ. Κρίμνης... Δηλιγιάννης. Πάντα ἀργῇς, κακὲ δοῦλε. Αὐτὸ εἶνε ἀσέβεια.... Ἂν κλείσει ἢ μή.	[647, 1443, 942, 1561]
column-divider	[1253, 50, 1254, 2314]
divider	[970, 918, 1229, 919]
section-heading-zizania: ΤΑ ΖΙΖΑΝΙΑ ΤΗΣ ΗΜΕΡΑΣ	[675, 1348, 914, 1367]
